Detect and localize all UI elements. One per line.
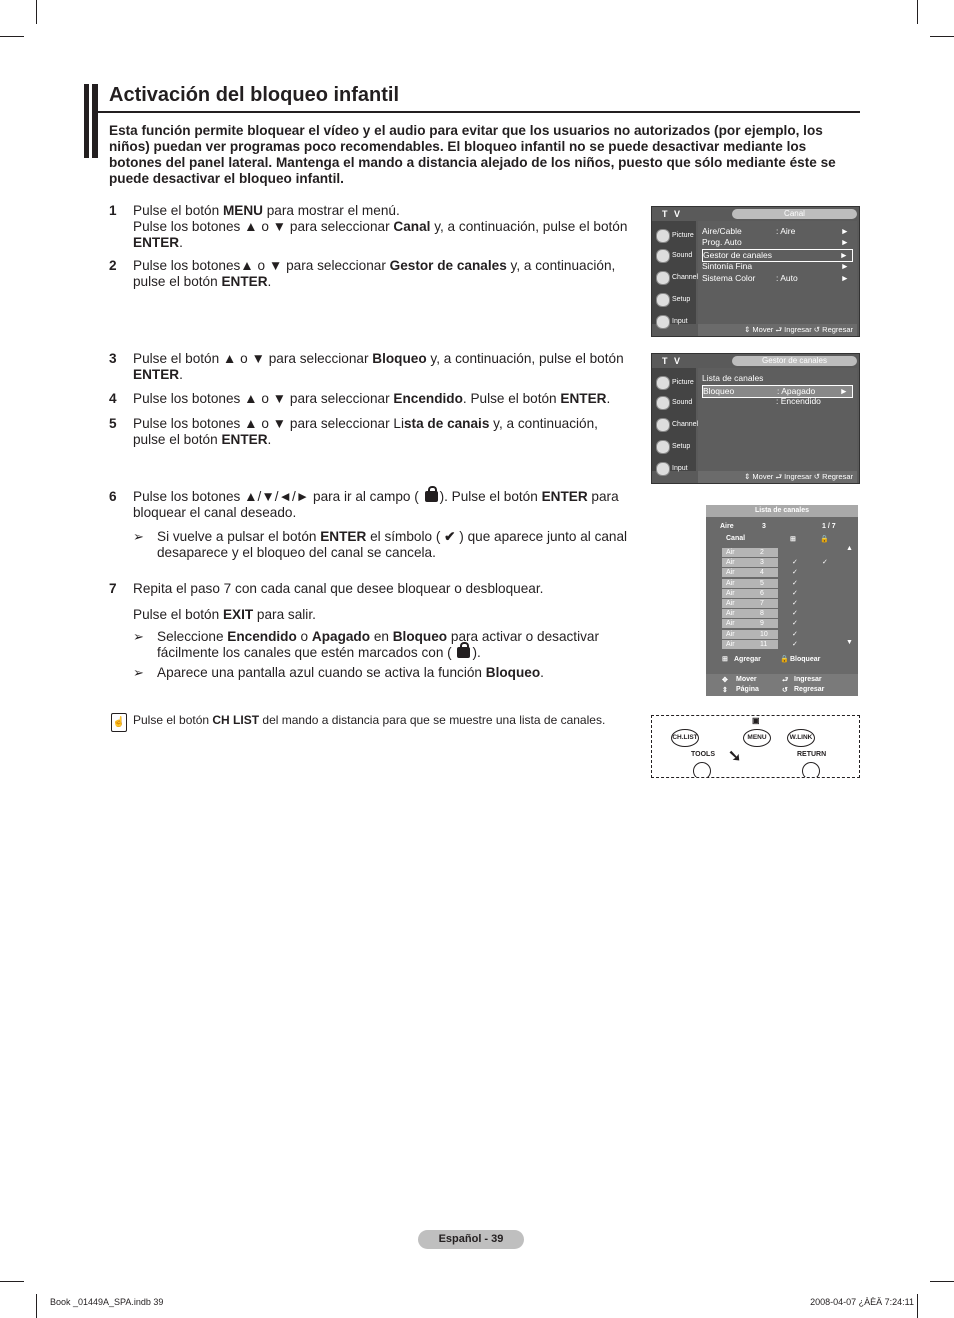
channel-list-screen — [706, 505, 858, 696]
step-number: 2 — [109, 258, 117, 273]
tv-icon: ▣ — [752, 716, 760, 725]
crop-mark — [0, 36, 24, 37]
add-checkmark[interactable]: ✓ — [792, 640, 798, 648]
return-icon: ↺ — [782, 687, 788, 694]
add-legend: Agregar — [734, 656, 761, 663]
memo-text: Pulse el botón CH LIST del mando a distancia para que se muestre una lista de canales. — [133, 713, 606, 727]
crop-mark — [917, 0, 918, 24]
channel-row[interactable] — [722, 630, 842, 639]
scroll-down-icon[interactable]: ▼ — [846, 639, 853, 646]
step-text: Pulse los botones ▲/▼/◄/► para ir al campo ( ). Pulse el botón ENTER para bloquear el canal deseado. — [133, 489, 619, 520]
step-text: Pulse el botón MENU para mostrar el menú. Pulse los botones ▲ o ▼ para seleccionar Canal y, a continuación, pulse el botón ENTER. — [133, 203, 628, 250]
crop-mark — [917, 1294, 918, 1318]
channel-source: Air — [726, 549, 735, 556]
sidebar-item-channel[interactable]: Channel — [654, 416, 696, 434]
step-3 — [109, 351, 629, 383]
step-7 — [109, 581, 629, 597]
step-4 — [109, 391, 629, 407]
add-checkmark[interactable]: ✓ — [792, 569, 798, 577]
osd-canal-menu — [651, 206, 860, 337]
channel-source: Air — [726, 589, 735, 597]
footer-return: Regresar — [794, 686, 825, 693]
footer-move: Mover — [736, 676, 757, 683]
sidebar-item-setup[interactable]: Setup — [654, 291, 696, 309]
lock-icon — [457, 647, 470, 658]
channel-list-footer — [706, 674, 858, 696]
page-indicator: 1 / 7 — [822, 523, 836, 530]
channel-number: 5 — [760, 579, 764, 587]
step-text: Pulse los botones ▲ o ▼ para seleccionar Lista de canais y, a continuación, pulse el botón ENTER. — [133, 416, 598, 447]
exit-instruction — [109, 607, 629, 623]
sidebar-item-picture[interactable]: Picture — [654, 227, 696, 245]
intro-paragraph: Esta función permite bloquear el vídeo y el audio para evitar que los usuarios no autorizados (por ejemplo, los niños) puedan ver programas poco recomendables. El bloqueo infantil no se puede desactivar mediante los botones del panel lateral. Mantenga el mando a distancia alejado de los niños, puesto que sólo mediante éste se puede desactivar el bloqueo infantil. — [109, 123, 836, 186]
tools-label: TOOLS — [691, 751, 715, 758]
crop-mark — [36, 1294, 37, 1318]
add-legend-icon: ⊞ — [722, 656, 728, 663]
channel-number: 9 — [760, 620, 764, 628]
menu-button[interactable]: MENU — [743, 729, 771, 747]
menu-item-aire-cable[interactable]: Aire/Cable : Aire ► — [702, 226, 849, 236]
channel-number: 3 — [760, 559, 764, 567]
step-text: Pulse el botón EXIT para salir. — [133, 607, 316, 622]
step-2 — [109, 258, 629, 290]
step-1 — [109, 203, 629, 251]
channel-source: Air — [726, 579, 735, 587]
channel-icon — [656, 271, 670, 285]
osd-sidebar — [652, 368, 699, 472]
step-number: 1 — [109, 203, 117, 218]
column-label: Canal — [726, 535, 746, 542]
step-text: Repita el paso 7 con cada canal que desee bloquear o desbloquear. — [133, 581, 544, 596]
menu-item-lista-canales[interactable]: Lista de canales — [702, 373, 764, 383]
add-checkmark[interactable]: ✓ — [792, 610, 798, 618]
sidebar-item-picture[interactable]: Picture — [654, 374, 696, 392]
lock-legend: Bloquear — [790, 656, 821, 663]
return-label: RETURN — [797, 751, 827, 758]
tools-button[interactable] — [693, 762, 711, 778]
channel-row[interactable] — [722, 609, 842, 618]
channel-row[interactable] — [722, 599, 842, 608]
channel-row[interactable] — [722, 589, 842, 598]
channel-icon — [656, 418, 670, 432]
enter-icon: ⮐ — [782, 677, 789, 684]
input-icon — [656, 315, 670, 329]
move-icon: ✥ — [722, 677, 728, 684]
add-checkmark[interactable]: ✓ — [792, 600, 798, 607]
title-accent-bar — [92, 84, 98, 158]
osd-footer: ⇕ Mover ⮐ Ingresar ↺ Regresar — [698, 324, 857, 336]
sound-icon — [656, 249, 670, 263]
channel-source: Air — [726, 600, 735, 607]
sidebar-item-channel[interactable]: Channel — [654, 269, 696, 287]
menu-item-prog-auto[interactable]: Prog. Auto ► — [702, 237, 849, 247]
channel-number: 4 — [760, 569, 764, 577]
add-checkmark[interactable]: ✓ — [792, 579, 798, 587]
channel-number: 11 — [760, 640, 768, 648]
print-slug-right: 2008-04-07 ¿ÀÈÄ 7:24:11 — [810, 1297, 914, 1307]
crop-mark — [36, 0, 37, 24]
step-6 — [109, 489, 629, 521]
sidebar-item-sound[interactable]: Sound — [654, 247, 696, 265]
step-number: 6 — [109, 489, 117, 504]
note — [133, 529, 633, 561]
osd-tv-label: T V — [662, 356, 683, 366]
crop-mark — [0, 1281, 24, 1282]
channel-source: Air — [726, 630, 735, 638]
channel-row[interactable] — [722, 619, 842, 628]
page-icon: ⇕ — [722, 687, 728, 694]
title-accent-bar — [84, 84, 89, 158]
arrow-bullet-icon: ➢ — [133, 529, 144, 544]
channel-list-title: Lista de canales — [706, 505, 858, 517]
menu-item-sintonia-fina[interactable]: Sintonía Fina ► — [702, 261, 849, 271]
channel-number: 7 — [760, 600, 764, 607]
menu-item-gestor-canales[interactable]: Gestor de canales ► — [702, 249, 853, 262]
current-channel: 3 — [762, 523, 766, 530]
add-checkmark[interactable]: ✓ — [792, 620, 798, 628]
channel-number: 6 — [760, 589, 764, 597]
osd-header: Gestor de canales — [732, 356, 857, 366]
chlist-button[interactable]: CH.LIST — [671, 729, 699, 747]
arrow-bullet-icon: ➢ — [133, 665, 144, 680]
picture-icon — [656, 376, 670, 390]
lock-column-icon: 🔒 — [820, 536, 829, 543]
note — [133, 665, 633, 681]
note — [133, 629, 633, 661]
print-slug-left: Book _01449A_SPA.indb 39 — [50, 1297, 164, 1307]
note-text: Aparece una pantalla azul cuando se activa la función Bloqueo. — [157, 665, 544, 680]
lock-checkmark[interactable]: ✓ — [822, 559, 828, 567]
add-checkmark[interactable]: ✓ — [792, 559, 798, 567]
step-number: 4 — [109, 391, 117, 406]
channel-row[interactable] — [722, 548, 842, 557]
add-checkmark[interactable]: ✓ — [792, 589, 798, 597]
step-text: Pulse los botones▲ o ▼ para seleccionar Gestor de canales y, a continuación, pulse el botón ENTER. — [133, 258, 616, 289]
menu-item-sistema-color[interactable]: Sistema Color : Auto ► — [702, 273, 849, 283]
channel-row[interactable] — [722, 579, 842, 588]
footer-page: Página — [736, 686, 759, 693]
osd-footer: ⇕ Mover ⮐ Ingresar ↺ Regresar — [698, 471, 857, 483]
picture-icon — [656, 229, 670, 243]
lock-icon — [425, 491, 438, 502]
source-label: Aire — [720, 523, 734, 530]
return-button[interactable] — [802, 762, 820, 778]
remote-hand-icon: ☝ — [111, 713, 127, 732]
step-text: Pulse los botones ▲ o ▼ para seleccionar Encendido. Pulse el botón ENTER. — [133, 391, 611, 406]
channel-source: Air — [726, 620, 735, 628]
channel-number: 10 — [760, 630, 768, 638]
sidebar-item-input[interactable]: Input — [654, 460, 696, 478]
channel-source: Air — [726, 610, 735, 618]
osd-tv-label: T V — [662, 209, 683, 219]
sound-icon — [656, 396, 670, 410]
arrow-bullet-icon: ➢ — [133, 629, 144, 644]
footer-enter: Ingresar — [794, 676, 822, 683]
scroll-up-icon[interactable]: ▲ — [846, 545, 853, 552]
menu-item-bloqueo[interactable]: Bloqueo : Apagado ► — [702, 385, 853, 398]
page-number: Español - 39 — [418, 1230, 524, 1249]
wlink-button[interactable]: W.LINK — [787, 729, 815, 747]
crop-mark — [930, 1281, 954, 1282]
channel-number: 2 — [760, 549, 764, 556]
channel-source: Air — [726, 640, 735, 648]
channel-row[interactable] — [722, 568, 842, 577]
note-text: Si vuelve a pulsar el botón ENTER el símbolo ( ✔ ) que aparece junto al canal desaparece y el bloqueo del canal se cancela. — [157, 529, 628, 560]
osd-header: Canal — [732, 209, 857, 219]
note-text: Seleccione Encendido o Apagado en Bloqueo para activar o desactivar fácilmente los canales que estén marcados con ( ). — [157, 629, 599, 660]
channel-source: Air — [726, 569, 735, 577]
step-5 — [109, 416, 629, 448]
channel-number: 8 — [760, 610, 764, 618]
osd-gestor-menu — [651, 353, 860, 484]
step-number: 7 — [109, 581, 117, 596]
osd-sidebar — [652, 221, 699, 325]
setup-icon — [656, 293, 670, 307]
crop-mark — [930, 36, 954, 37]
pointer-arrow-icon: ➘ — [728, 748, 742, 765]
step-number: 3 — [109, 351, 117, 366]
page-title: Activación del bloqueo infantil — [109, 84, 400, 106]
sidebar-item-sound[interactable]: Sound — [654, 394, 696, 412]
setup-icon — [656, 440, 670, 454]
sidebar-item-input[interactable]: Input — [654, 313, 696, 331]
add-checkmark[interactable]: ✓ — [792, 630, 798, 638]
sidebar-item-setup[interactable]: Setup — [654, 438, 696, 456]
step-number: 5 — [109, 416, 117, 431]
channel-row[interactable] — [722, 558, 842, 567]
option-encendido[interactable]: : Encendido — [776, 396, 821, 406]
input-icon — [656, 462, 670, 476]
title-rule — [98, 111, 860, 113]
add-column-icon: ⊞ — [790, 536, 796, 543]
channel-source: Air — [726, 559, 735, 567]
remote-control-illustration — [651, 715, 860, 778]
lock-legend-icon: 🔒 — [780, 656, 789, 663]
step-text: Pulse el botón ▲ o ▼ para seleccionar Bloqueo y, a continuación, pulse el botón ENTER. — [133, 351, 624, 382]
channel-row[interactable] — [722, 640, 842, 649]
